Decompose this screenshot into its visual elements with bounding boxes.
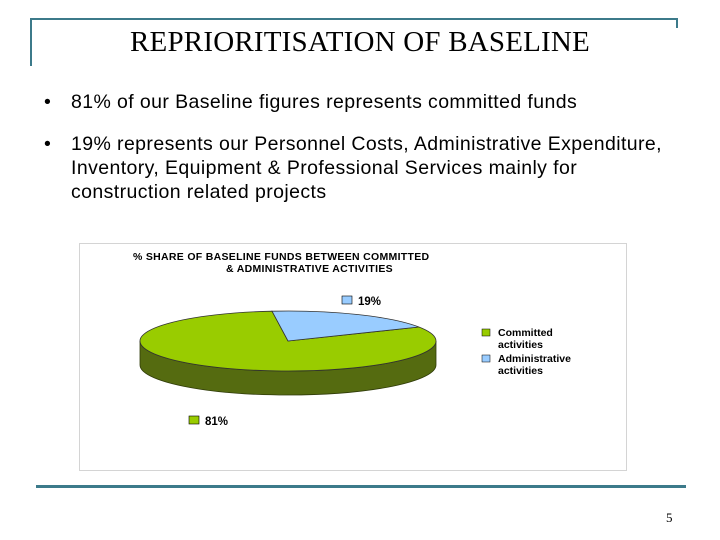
legend-label-administrative: activities — [498, 365, 543, 377]
chart-title-line: & ADMINISTRATIVE ACTIVITIES — [226, 263, 393, 275]
bullet-marker: • — [44, 133, 52, 155]
pie-chart — [79, 243, 627, 471]
legend-label-committed: activities — [498, 339, 543, 351]
legend-label-administrative: Administrative — [498, 353, 571, 365]
bullet-list — [44, 90, 684, 222]
slide-title: REPRIORITISATION OF BASELINE — [130, 26, 590, 58]
pie-3d — [140, 311, 436, 395]
data-label-committed: 81% — [205, 416, 229, 428]
bullet-text: 81% of our Baseline figures represents committed funds — [71, 91, 578, 113]
legend-swatch-administrative — [482, 355, 490, 362]
title-frame-top — [30, 18, 678, 20]
data-label-marker-administrative — [342, 296, 352, 304]
bullet-text: 19% represents our Personnel Costs, Administrative Expenditure, Inventory, Equipment & Professional Services mainly for construction related projects — [71, 133, 662, 203]
bullet-item — [44, 132, 684, 204]
page-number: 5 — [666, 510, 673, 525]
bullet-marker: • — [44, 91, 52, 113]
chart-legend — [482, 327, 571, 377]
title-frame-left — [30, 18, 32, 66]
data-label-marker-committed — [189, 416, 199, 424]
data-label-administrative: 19% — [358, 296, 382, 308]
pie-chart-canvas — [80, 244, 626, 470]
legend-swatch-committed — [482, 329, 490, 336]
bottom-rule — [36, 485, 686, 488]
legend-label-committed: Committed — [498, 327, 553, 339]
bullet-item — [44, 90, 684, 114]
chart-title-line: % SHARE OF BASELINE FUNDS BETWEEN COMMITTED — [133, 251, 430, 263]
